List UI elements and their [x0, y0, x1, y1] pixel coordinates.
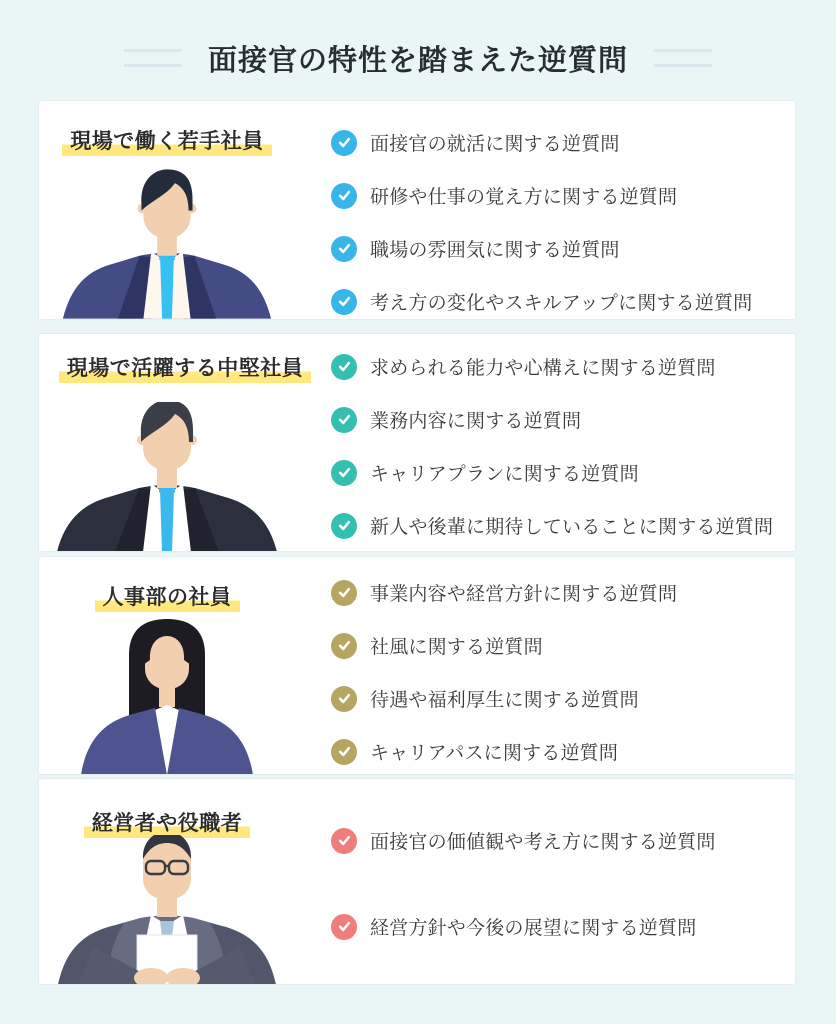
- list-item: [331, 459, 781, 486]
- item-text: 研修や仕事の覚え方に関する逆質問: [370, 187, 678, 208]
- check-icon: [331, 828, 357, 854]
- section-mid-career-employee: [38, 333, 796, 552]
- section-heading-text: 現場で活躍する中堅社員: [59, 357, 312, 383]
- check-icon: [331, 130, 357, 156]
- check-icon: [331, 354, 357, 380]
- section-executive: [38, 778, 796, 985]
- list-item: [331, 632, 781, 659]
- title-bar: [0, 36, 836, 80]
- check-icon: [331, 289, 357, 315]
- section-heading-text: 人事部の社員: [95, 586, 240, 612]
- mid-career-employee-avatar: [55, 402, 279, 552]
- check-icon: [331, 407, 357, 433]
- list-item: [331, 129, 781, 156]
- person-illustration-hr-employee: [39, 617, 295, 775]
- check-icon: [331, 183, 357, 209]
- title-decoration-left: [124, 49, 182, 67]
- item-text: 業務内容に関する逆質問: [370, 411, 582, 432]
- list-item: [331, 353, 781, 380]
- check-icon: [331, 580, 357, 606]
- section-hr-employee: [38, 556, 796, 775]
- list-item: [331, 406, 781, 433]
- executive-avatar: [52, 835, 282, 985]
- section-heading-text: 現場で働く若手社員: [62, 130, 272, 156]
- hr-employee-avatar: [57, 617, 277, 775]
- item-text: キャリアプランに関する逆質問: [370, 464, 639, 485]
- item-text: 経営方針や今後の展望に関する逆質問: [370, 918, 697, 939]
- person-illustration-young-employee: [39, 168, 295, 320]
- check-icon: [331, 236, 357, 262]
- section-heading: [39, 807, 295, 837]
- item-text: キャリアパスに関する逆質問: [370, 743, 619, 764]
- check-icon: [331, 513, 357, 539]
- check-icon: [331, 633, 357, 659]
- section-heading: [39, 352, 331, 382]
- item-text: 新人や後輩に期待していることに関する逆質問: [370, 517, 774, 538]
- section-young-employee: [38, 100, 796, 320]
- section-heading-text: 経営者や役職者: [84, 812, 251, 838]
- list-item: [331, 738, 781, 765]
- person-illustration-executive: [39, 835, 295, 985]
- item-text: 事業内容や経営方針に関する逆質問: [370, 584, 678, 605]
- list-item: [331, 913, 781, 940]
- list-item: [331, 235, 781, 262]
- question-list: [331, 353, 781, 539]
- question-list: [331, 827, 781, 940]
- check-icon: [331, 739, 357, 765]
- item-text: 職場の雰囲気に関する逆質問: [370, 240, 620, 261]
- question-list: [331, 579, 781, 765]
- section-heading: [39, 125, 295, 155]
- item-text: 待遇や福利厚生に関する逆質問: [370, 690, 639, 711]
- list-item: [331, 512, 781, 539]
- title-decoration-right: [654, 49, 712, 67]
- list-item: [331, 685, 781, 712]
- question-list: [331, 129, 781, 315]
- list-item: [331, 182, 781, 209]
- check-icon: [331, 460, 357, 486]
- check-icon: [331, 914, 357, 940]
- list-item: [331, 579, 781, 606]
- section-heading: [39, 581, 295, 611]
- item-text: 面接官の就活に関する逆質問: [370, 134, 620, 155]
- item-text: 考え方の変化やスキルアップに関する逆質問: [370, 293, 753, 314]
- item-text: 社風に関する逆質問: [370, 637, 543, 658]
- person-illustration-mid-career-employee: [39, 402, 295, 552]
- list-item: [331, 288, 781, 315]
- page-title: 面接官の特性を踏まえた逆質問: [207, 44, 628, 77]
- list-item: [331, 827, 781, 854]
- item-text: 面接官の価値観や考え方に関する逆質問: [370, 832, 716, 853]
- check-icon: [331, 686, 357, 712]
- young-employee-avatar: [59, 168, 275, 320]
- item-text: 求められる能力や心構えに関する逆質問: [370, 358, 716, 379]
